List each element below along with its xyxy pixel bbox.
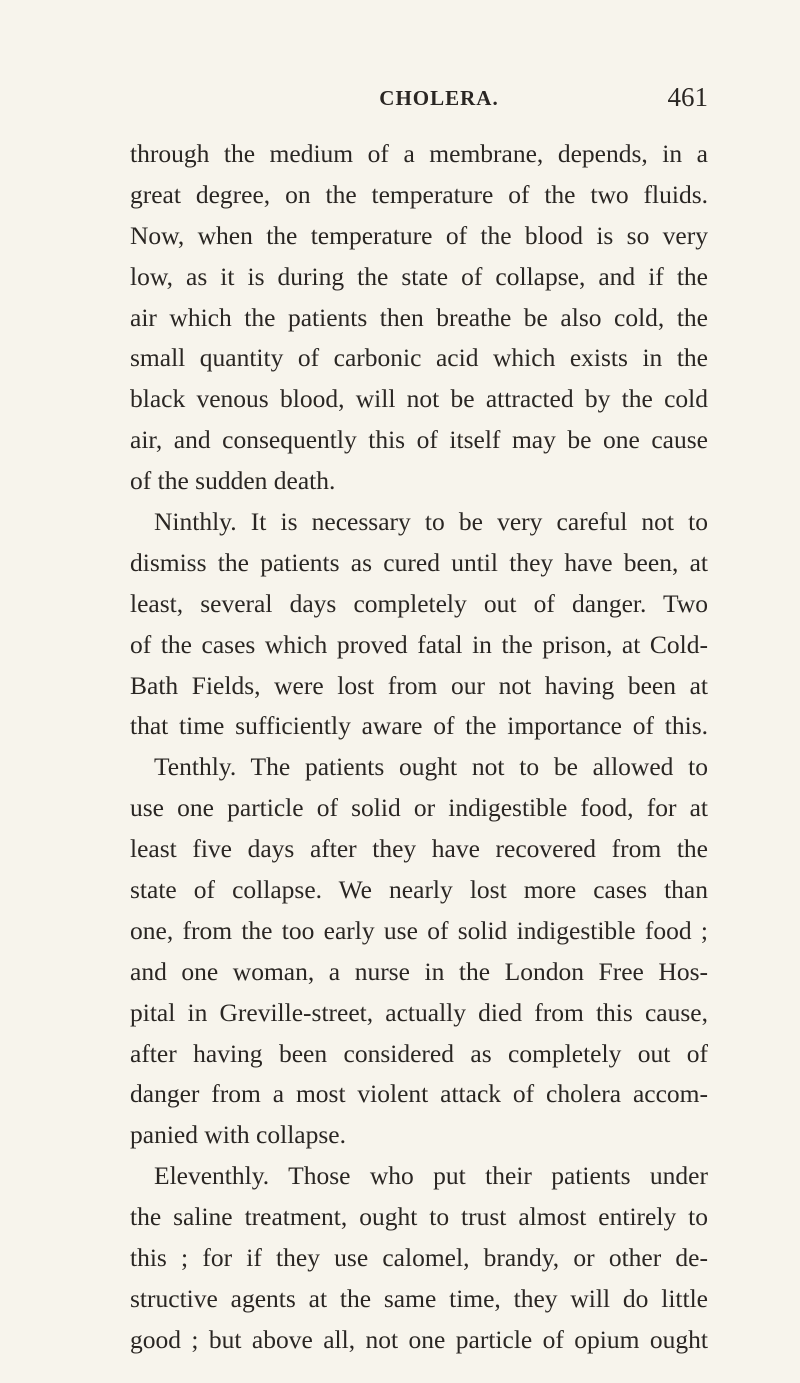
text-line: air, and consequently this of itself may be one cause bbox=[130, 425, 708, 455]
text-line: pital in Greville-street, actually died from this cause, bbox=[130, 997, 708, 1027]
text-line: Bath Fields, were lost from our not having been at bbox=[130, 670, 708, 700]
text-line: after having been considered as completely out of bbox=[130, 1038, 708, 1068]
text-line: panied with collapse. bbox=[130, 1120, 346, 1150]
text-line: good ; but above all, not one particle of opium ought bbox=[130, 1324, 708, 1354]
text-line: Now, when the temperature of the blood is so very bbox=[130, 220, 708, 250]
text-line: least five days after they have recovered from the bbox=[130, 834, 708, 864]
text-line: Tenthly. The patients ought not to be allowed to bbox=[154, 752, 708, 782]
page-number: 461 bbox=[667, 82, 708, 112]
text-line: Eleventhly. Those who put their patients under bbox=[154, 1161, 708, 1191]
text-line: this ; for if they use calomel, brandy, or other de- bbox=[130, 1243, 708, 1273]
text-line: of the cases which proved fatal in the prison, at Cold- bbox=[130, 629, 708, 659]
text-line: the saline treatment, ought to trust almost entirely to bbox=[130, 1202, 708, 1232]
text-line: air which the patients then breathe be also cold, the bbox=[130, 302, 708, 332]
text-line: danger from a most violent attack of cholera accom- bbox=[130, 1079, 708, 1109]
text-line: Ninthly. It is necessary to be very careful not to bbox=[154, 507, 708, 537]
text-line: least, several days completely out of danger. Two bbox=[130, 588, 708, 618]
text-line: of the sudden death. bbox=[130, 466, 336, 496]
text-line: dismiss the patients as cured until they have been, at bbox=[130, 547, 708, 577]
text-line: through the medium of a membrane, depends, in a bbox=[130, 139, 708, 168]
text-line: use one particle of solid or indigestible food, for at bbox=[130, 793, 708, 823]
text-line: low, as it is during the state of collapse, and if the bbox=[130, 261, 708, 291]
text-line: structive agents at the same time, they will do little bbox=[130, 1283, 708, 1313]
text-line: small quantity of carbonic acid which exists in the bbox=[130, 343, 708, 373]
text-line: black venous blood, will not be attracted by the cold bbox=[130, 384, 708, 414]
text-line: that time sufficiently aware of the importance of this. bbox=[130, 711, 708, 741]
body-text bbox=[130, 134, 708, 1361]
text-line: state of collapse. We nearly lost more cases than bbox=[130, 875, 708, 905]
text-line: one, from the too early use of solid indigestible food ; bbox=[130, 915, 708, 945]
text-line: great degree, on the temperature of the two fluids. bbox=[130, 179, 708, 209]
running-title: CHOLERA. bbox=[379, 86, 499, 110]
page-header bbox=[130, 82, 708, 116]
text-line: and one woman, a nurse in the London Free Hos- bbox=[130, 956, 708, 986]
